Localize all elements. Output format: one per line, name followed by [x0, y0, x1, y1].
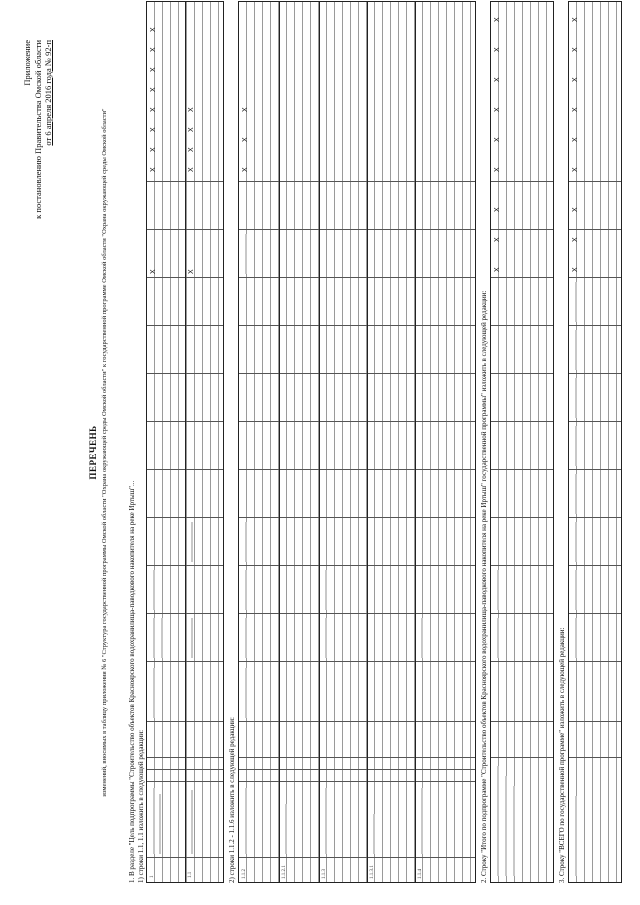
x-mark: X: [150, 27, 157, 32]
x-mark: X: [572, 137, 579, 142]
document-subtitle: изменений, вносимых в таблицу приложения № 6 "Структура государственной программы Омской области "Охрана окружающей среды Омской области" к государственной программе Омской области "Охрана окружающей среды Омской области": [101, 108, 108, 797]
x-mark: X: [150, 127, 157, 132]
x-mark: X: [494, 77, 501, 82]
row-number: 1.1.4: [418, 869, 423, 879]
x-mark: X: [188, 269, 195, 274]
section-3-heading: 3. Строку "ВСЕГО по государственной программе" изложить в следующей редакции:: [558, 627, 566, 883]
x-mark: X: [188, 107, 195, 112]
x-mark: X: [494, 47, 501, 52]
row-number: 1.1: [188, 871, 193, 878]
table-program-grand-total: [568, 1, 622, 883]
x-mark: X: [572, 267, 579, 272]
x-mark: X: [242, 137, 249, 142]
x-mark: X: [188, 127, 195, 132]
x-mark: X: [188, 147, 195, 152]
x-mark: X: [494, 267, 501, 272]
appendix-date: от 6 апреля 2016 года № 92-п: [43, 40, 53, 146]
x-mark: X: [150, 147, 157, 152]
x-mark: X: [150, 87, 157, 92]
x-mark: X: [494, 107, 501, 112]
section-2-heading: 2. Строку "Итого по подпрограмме "Строительство объектов Красноярского водохранилища-паводкового накопителя на реке Иртыш" государственной программы" изложить в следующей редакции:: [480, 290, 488, 883]
table-rows-1-1-2-to-1-1-6: [238, 1, 476, 883]
x-mark: X: [242, 107, 249, 112]
table-subprogram-total: [490, 1, 554, 883]
appendix-decree-ref: к постановлению Правительства Омской области: [32, 40, 43, 219]
x-mark: X: [572, 167, 579, 172]
x-mark: X: [494, 167, 501, 172]
appendix-header: [22, 40, 54, 219]
x-mark: X: [150, 67, 157, 72]
row-number: 1.1.3.1: [370, 865, 375, 879]
table-rows-1-1-1: [146, 1, 224, 883]
x-mark: X: [494, 237, 501, 242]
row-number: 1.1.3: [322, 869, 327, 879]
x-mark: X: [242, 167, 249, 172]
x-mark: X: [494, 137, 501, 142]
x-mark: X: [188, 167, 195, 172]
x-mark: X: [572, 77, 579, 82]
x-mark: X: [572, 17, 579, 22]
section-1-item-2: 2) строки 1.1.2 - 1.1.6 изложить в следующей редакции:: [228, 717, 236, 883]
row-number: 1.1.2: [242, 869, 247, 879]
row-number: 1: [150, 875, 155, 878]
x-mark: X: [150, 47, 157, 52]
row-number: 1.1.2.1: [282, 865, 287, 879]
section-1-heading: 1. В разделе "Цель подпрограммы "Строительство объектов Красноярского водохранилища-паводкового накопителя на реке Иртыш"...: [128, 480, 136, 883]
document-title: ПЕРЕЧЕНЬ: [88, 425, 98, 480]
x-mark: X: [150, 107, 157, 112]
section-1-item-1: 1) строки 1.1, 1.1 изложить в следующей редакции:: [137, 729, 145, 883]
x-mark: X: [150, 269, 157, 274]
x-mark: X: [494, 17, 501, 22]
x-mark: X: [572, 107, 579, 112]
x-mark: X: [494, 207, 501, 212]
appendix-label: Приложение: [22, 40, 32, 86]
x-mark: X: [572, 207, 579, 212]
x-mark: X: [572, 237, 579, 242]
x-mark: X: [572, 47, 579, 52]
x-mark: X: [150, 167, 157, 172]
